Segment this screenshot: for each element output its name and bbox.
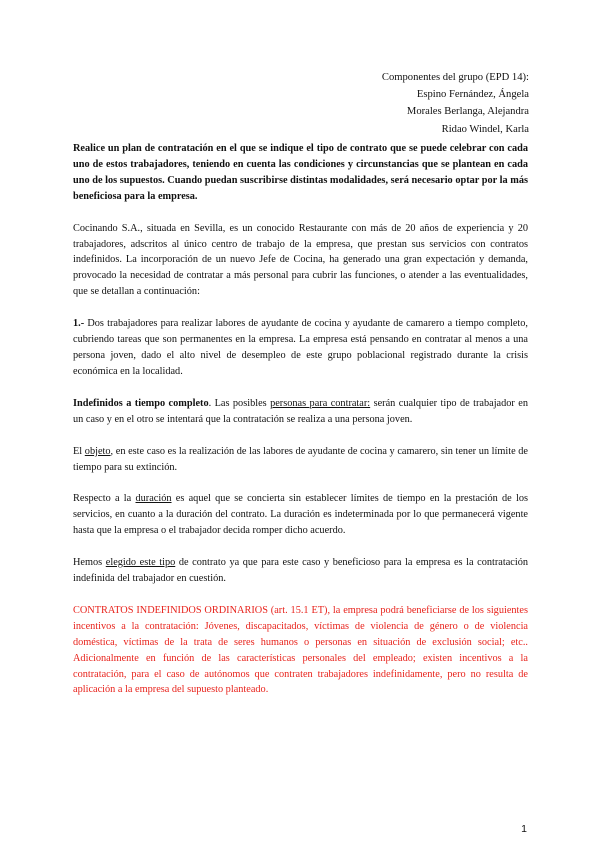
- case-1-paragraph: [73, 316, 528, 380]
- contract-type-label: Indefinidos a tiempo completo: [73, 397, 209, 409]
- indefinidos-paragraph: Indefinidos a tiempo completo. Las posibles personas para contratar: serán cualquier tipo de trabajador en un caso y en el otro se intentará que la contratación se realiza a una persona joven.: [73, 397, 529, 425]
- case-text: Dos trabajadores para realizar labores de ayudante de cocina y ayudante de camarero a tiempo completo, cubriendo tareas que son permanentes en la empresa. La empresa está pensando en contratar al menos a una persona joven, dado el alto nivel de desempleo de este grupo poblacional registrado durante la crisis económica en la localidad.: [73, 318, 528, 377]
- incentives-paragraph: CONTRATOS INDEFINIDOS ORDINARIOS (art. 15.1 ET), la empresa podrá beneficiarse de los siguientes incentivos a la contratación: Jóvenes, discapacitados, víctimas de violencia de género o de violencia doméstica, víctimas de la trata de seres humanos o personas en situación de exclusión social; etc.. Adicionalmente en función de las características personales del empleado; existen incentivos a la contratación, para el caso de autónomos que contraten trabajadores indefinidamente, pero no resulta de aplicación a la empresa del supuesto planteado.: [73, 604, 528, 696]
- underlined-term: elegido este tipo: [105, 557, 176, 569]
- instruction-paragraph: Realice un plan de contratación en el que se indique el tipo de contrato que se puede celebrar con cada uno de estos trabajadores, teniendo en cuenta las condiciones y circunstancias que se plantean en cada uno de los supuestos. Cuando puedan suscribirse distintas modalidades, será necesario optar por la más beneficiosa para la empresa.: [73, 143, 528, 202]
- document-body: [73, 141, 528, 714]
- member-name: Espino Fernández, Ángela: [416, 89, 529, 101]
- duracion-paragraph: Respecto a la duración es aquel que se concierta sin establecer límites de tiempo en la prestación de los servicios, en cuanto a la duración del contrato. La duración es indeterminada por lo que permanecerá vigente hasta que la empresa o el trabajador decida romper dicho acuerdo.: [73, 493, 529, 537]
- page-number: 1: [521, 823, 527, 835]
- objeto-paragraph: El objeto, en este caso es la realización de las labores de ayudante de cocina y camarero, sin tener un límite de tiempo para su extinción.: [73, 445, 529, 473]
- elegido-paragraph: Hemos elegido este tipo de contrato ya que para este caso y beneficioso para la empresa es la contratación indefinida del trabajador en cuestión.: [73, 557, 529, 585]
- underlined-term: duración: [135, 493, 172, 505]
- member-name: Ridao Windel, Karla: [441, 123, 529, 135]
- underlined-term: objeto: [84, 445, 111, 457]
- header-title: Componentes del grupo (EPD 14):: [381, 72, 529, 83]
- group-members-header: [382, 69, 529, 138]
- intro-paragraph: Cocinando S.A., situada en Sevilla, es un conocido Restaurante con más de 20 años de experiencia y 20 trabajadores, adscritos al único centro de trabajo de la empresa, que prestan sus servicios con contratos indefinidos. La incorporación de un nuevo Jefe de Cocina, ha generado una gran expectación y demanda, provocado la necesidad de contratar a más personal para cubrir las funciones, o atender a las eventualidades, que se detallan a continuación:: [73, 222, 528, 298]
- case-number: 1.-: [73, 318, 85, 330]
- underlined-term: personas para contratar:: [270, 397, 371, 409]
- member-name: Morales Berlanga, Alejandra: [406, 106, 529, 118]
